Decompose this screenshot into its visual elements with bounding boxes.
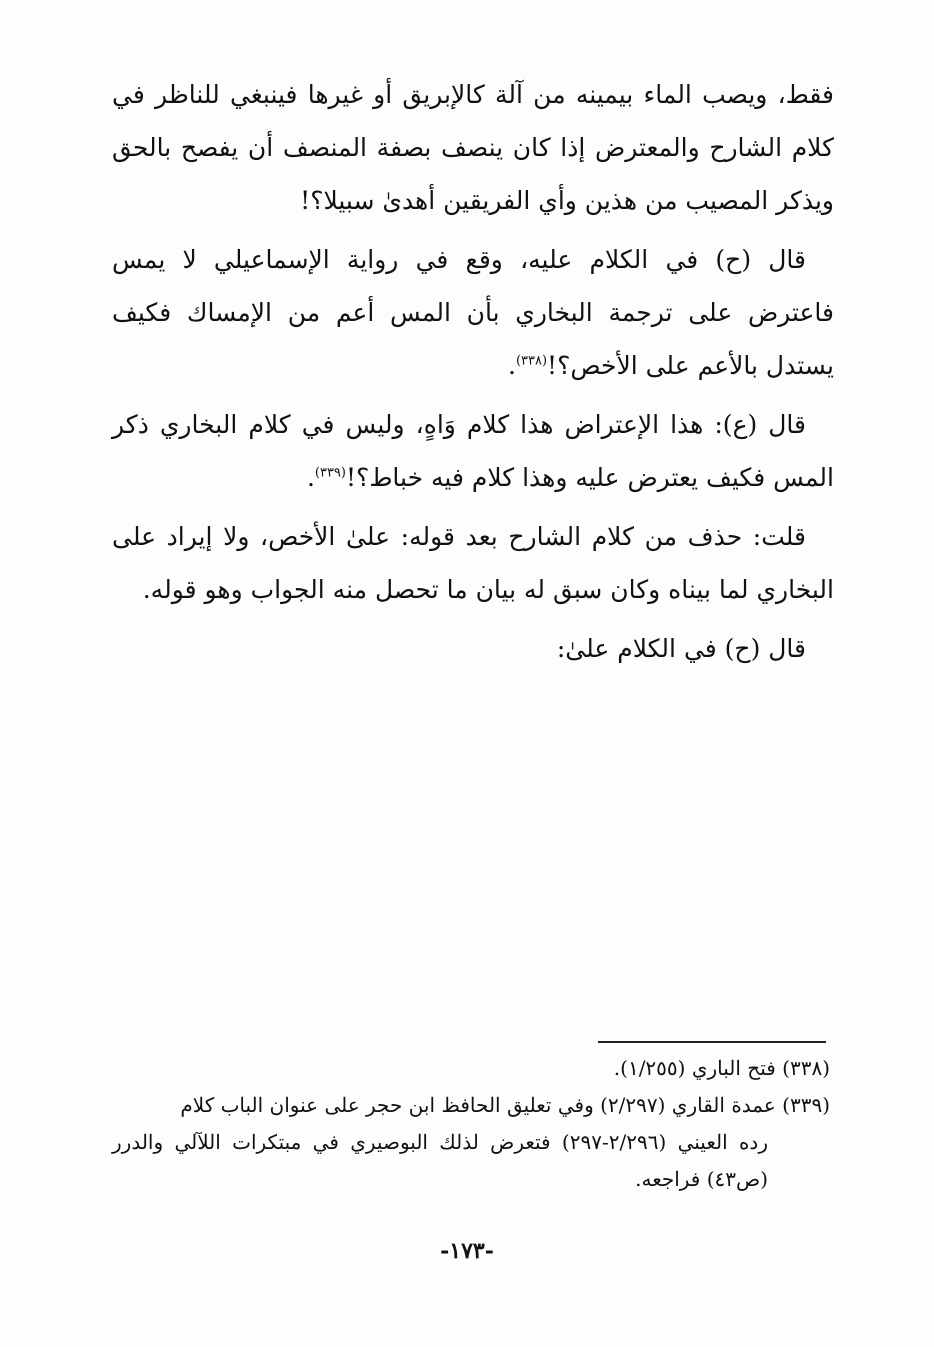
paragraph-text: قال (ح) في الكلام عليه، وقع في رواية الإسماعيلي لا يمس فاعترض على ترجمة البخاري بأن المس أعم من الإمساك فكيف يستدل بالأعم على الأخص؟!: [112, 245, 834, 380]
footnote: [112, 1087, 830, 1198]
paragraph: [112, 68, 834, 227]
paragraph: [112, 510, 834, 616]
paragraph-text: قال (ح) في الكلام علىٰ:: [556, 634, 806, 663]
footnote: [112, 1050, 830, 1087]
main-text: [112, 68, 834, 681]
footnote-text: (٣٣٨) فتح الباري (١/٢٥٥).: [613, 1056, 830, 1080]
footnote-text: (٣٣٩) عمدة القاري (٢/٢٩٧) وفي تعليق الحافظ ابن حجر على عنوان الباب كلام: [180, 1093, 830, 1117]
footnote-reference: (٣٣٨): [515, 353, 548, 369]
footnotes: [112, 1050, 830, 1198]
footnote-reference: (٣٣٩): [314, 465, 346, 481]
paragraph-text: فقط، ويصب الماء بيمينه من آلة كالإبريق أو غيرها فينبغي للناظر في كلام الشارح والمعترض إذا كان ينصف بصفة المنصف أن يفصح بالحق ويذكر المصيب من هذين وأي الفريقين أهدىٰ سبيلا؟!: [112, 80, 834, 215]
paragraph-text: قال (ع): هذا الإعتراض هذا كلام وَاهٍ، وليس في كلام البخاري ذكر المس فكيف يعترض عليه وهذا كلام فيه خباط؟!: [112, 410, 834, 492]
paragraph: [112, 398, 834, 504]
paragraph-tail: .: [507, 351, 516, 380]
footnote-separator: [598, 1041, 826, 1043]
footnote-continuation: رده العيني (٢/٢٩٦-٢٩٧) فتعرض لذلك البوصيري في مبتكرات اللآلي والدرر (ص٤٣) فراجعه.: [112, 1130, 768, 1191]
page-number: -١٧٣-: [440, 1238, 494, 1264]
paragraph: [112, 233, 834, 392]
paragraph-text: قلت: حذف من كلام الشارح بعد قوله: علىٰ الأخص، ولا إيراد على البخاري لما بيناه وكان سبق له بيان ما تحصل منه الجواب وهو قوله.: [112, 522, 834, 604]
paragraph: [112, 622, 834, 675]
paragraph-tail: .: [306, 463, 315, 492]
